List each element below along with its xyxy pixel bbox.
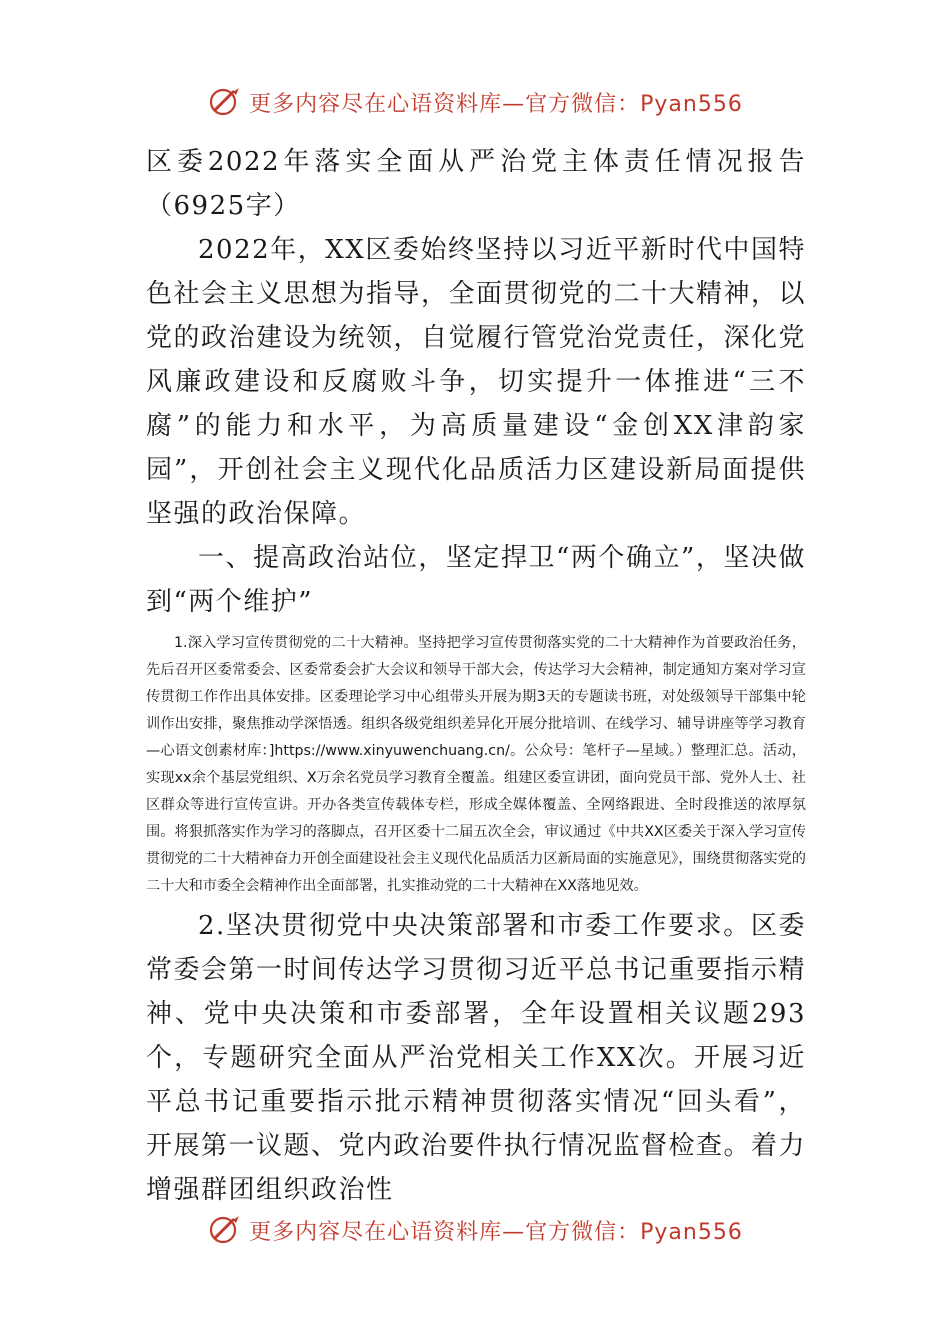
watermark-banner-bottom bbox=[0, 1210, 950, 1250]
intro-paragraph: 2022年，XX区委始终坚持以习近平新时代中国特色社会主义思想为指导，全面贯彻党的二十大精神，以党的政治建设为统领，自觉履行管党治党责任，深化党风廉政建设和反腐败斗争，切实提升一体推进“三不腐”的能力和水平，为高质量建设“金创XX津韵家园”，开创社会主义现代化品质活力区建设新局面提供坚强的政治保障。 bbox=[146, 235, 807, 529]
pen-logo-icon bbox=[207, 84, 243, 120]
item-1-paragraph: 1.深入学习宣传贯彻党的二十大精神。坚持把学习宣传贯彻落实党的二十大精神作为首要政治任务，先后召开区委常委会、区委常委会扩大会议和领导干部大会，传达学习大会精神，制定通知方案对学习宣传贯彻工作作出具体安排。区委理论学习中心组带头开展为期3天的专题读书班，对处级领导干部集中轮训作出安排，聚焦推动学深悟透。组织各级党组织差异化开展分批培训、在线学习、辅导讲座等学习教育—心语文创素材库：]https://www.xinyuwenchuang.cn/。公众号：笔杆子—星域。）整理汇总。活动，实现xx余个基层党组织、X万余名党员学习教育全覆盖。组建区委宣讲团，面向党员干部、党外人士、社区群众等进行宣传宣讲。开办各类宣传载体专栏，形成全媒体覆盖、全网络跟进、全时段推送的浓厚氛围。将狠抓落实作为学习的落脚点，召开区委十二届五次全会，审议通过《中共XX区委关于深入学习宣传贯彻党的二十大精神奋力开创全面建设社会主义现代化品质活力区新局面的实施意见》，围绕贯彻落实党的二十大和市委全会精神作出全面部署，扎实推动党的二十大精神在XX落地见效。 bbox=[146, 635, 806, 894]
watermark-text: 更多内容尽在心语资料库—官方微信：Pyan556 bbox=[249, 1219, 743, 1245]
item-2-paragraph: 2.坚决贯彻党中央决策部署和市委工作要求。区委常委会第一时间传达学习贯彻习近平总书记重要指示精神、党中央决策和市委部署，全年设置相关议题293个，专题研究全面从严治党相关工作XX次。开展习近平总书记重要指示批示精神贯彻落实情况“回头看”，开展第一议题、党内政治要件执行情况监督检查。着力增强群团组织政治性 bbox=[146, 911, 807, 1205]
document-body bbox=[146, 140, 806, 1212]
section-heading-1: 一、提高政治站位，坚定捍卫“两个确立”，坚决做到“两个维护” bbox=[146, 543, 806, 617]
watermark-text: 更多内容尽在心语资料库—官方微信：Pyan556 bbox=[249, 91, 743, 117]
pen-logo-icon bbox=[207, 1212, 243, 1248]
document-title: 区委2022年落实全面从严治党主体责任情况报告（6925字） bbox=[146, 147, 806, 221]
watermark-banner-top bbox=[0, 82, 950, 122]
